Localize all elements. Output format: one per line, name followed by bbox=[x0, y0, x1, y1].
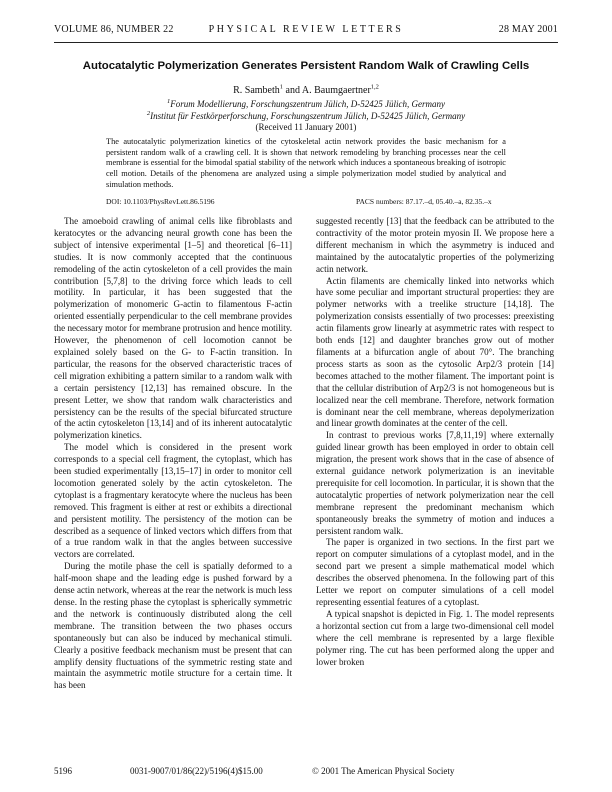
paragraph: The amoeboid crawling of animal cells like fibroblasts and keratocytes or the advancing neural growth cone has been the subject of intensive experimental [1–5] and theoretical [6–11] studies. It is now commonly accepted that the continuous remodeling of the actin cytoskeleton of a cell provides the main contribution [5,7,8] to the driving force which leads to cell motility. In particular, it has been suggested that the polymerization of monomeric G-actin to filamentous F-actin oriented essentially perpendicular to the cell membrane provides the necessary motor for membrane protrusion and hence motility. However, the phenomenon of cell locomotion cannot be explained solely based on the G- to F-actin transition. In particular, the reasons for the observed characteristic traces of cell migration exhibiting a pattern similar to a random walk with a certain persistency [12,13] has remained obscure. In the present Letter, we show that random walk characteristics and persistency can be the results of the special bifurcated structure of the actin cytoskeleton [13,14] and of its inherent autocatalytic polymerization kinetics. bbox=[54, 216, 292, 441]
paragraph: The model which is considered in the present work corresponds to a special cell fragment, the cytoplast, which has been studied experimentally [13,15–17] in order to monitor cell locomotion generated solely by the actin cytoskeleton. The cytoplast is a fragmentary keratocyte where the nucleus has been removed. This fragment is either at rest or exhibits a directional and persistent motility. The persistency of the motion can be described as a sequence of linked vectors which differs from that of a true random walk in that the angles between successive vectors are correlated. bbox=[54, 442, 292, 560]
right-column bbox=[316, 216, 554, 668]
author-2: A. Baumgaertner bbox=[301, 85, 371, 96]
paragraph: Actin filaments are chemically linked into networks which have some peculiar and important structural properties: they are polymer networks with a treelike structure [14,18]. The polymerization consists essentially of two processes: preexisting actin filaments grow linearly at asymmetric rates with respect to both ends [12] and daughter branches grow out of mother filaments at a bifurcation angle of about 70°. The branching process starts as soon as the cytosolic Arp2/3 protein [14] becomes attached to the mother filament. The important point is that the cellular distribution of Arp2/3 is not homogeneous but is localized near the cell membrane. Therefore, network formation is dominant near the cell membrane, whereas depolymerization and linear growth dominates at the center of the cell. bbox=[316, 275, 554, 429]
paragraph: In contrast to previous works [7,8,11,19] where externally guided linear growth has been employed in order to obtain cell migration, the present work shows that in the case of absence of external guidance network polymerization is an inevitable prerequisite for cell locomotion. In particular, it is shown that the autocatalytic properties of network polymerization near the cell membrane represent the predominant mechanism which spontaneously breaks the symmetry of motion and induces a persistent random walk. bbox=[316, 430, 554, 536]
left-column bbox=[54, 216, 292, 692]
running-header bbox=[54, 24, 558, 38]
received-date: (Received 11 January 2001) bbox=[255, 122, 357, 132]
affiliation-2-text: Institut für Festkörperforschung, Forschungszentrum Jülich, D-52425 Jülich, Germany bbox=[150, 111, 466, 121]
issue-date: 28 MAY 2001 bbox=[498, 24, 558, 35]
paragraph: During the motile phase the cell is spatially deformed to a half-moon shape and the leading edge is pushed forward by a dense actin network, whereas at the rear the network is much less dense. In the resting phase the cytoplast is spherically symmetric and the network is continuously distributed along the cell membrane. The transition between the two phases occurs spontaneously but can also be induced by mechanical stimuli. Clearly a positive feedback mechanism must be present that can amplify density fluctuations of the symmetric resting state and maintain the asymmetric motile structure for a certain time. It has been bbox=[54, 561, 292, 691]
doi: DOI: 10.1103/PhysRevLett.86.5196 bbox=[106, 197, 215, 206]
journal-name: PHYSICAL REVIEW LETTERS bbox=[208, 24, 404, 35]
page-footer bbox=[54, 766, 558, 778]
paragraph: A typical snapshot is depicted in Fig. 1. The model represents a horizontal section cut from a large two-dimensional cell model where the cell membrane is represented by a large flexible polymer ring. The cut has been performed along the upper and lower broken bbox=[316, 608, 554, 667]
author-conjunction: and bbox=[283, 85, 302, 96]
author-line bbox=[54, 85, 558, 96]
author-2-affil-mark: 1,2 bbox=[370, 83, 379, 91]
paragraph: The paper is organized in two sections. In the first part we report on computer simulations of a cytoplast model, and in the second part we present a simple mathematical model which describes the observed phenomena. In the following part of this Letter we report on computer simulations of a cell model representing essential features of a cytoplast. bbox=[316, 537, 554, 607]
affiliation-1 bbox=[54, 99, 558, 109]
header-rule bbox=[54, 42, 558, 43]
article-code: 0031-9007/01/86(22)/5196(4)$15.00 bbox=[130, 766, 263, 776]
page-number: 5196 bbox=[54, 766, 72, 776]
paper-title: Autocatalytic Polymerization Generates Persistent Random Walk of Crawling Cells bbox=[82, 60, 530, 72]
copyright: © 2001 The American Physical Society bbox=[312, 766, 455, 776]
abstract: The autocatalytic polymerization kinetics of the cytoskeletal actin network provides the basic mechanism for a persistent random walk of a crawling cell. It is shown that network remodeling by branching processes near the cell membrane is essential for the bimodal spatial stability of the network which induces a spontaneous breaking of isotropic cell motion. Details of the phenomena are analyzed using a simple polymerization model studied by analytical and simulation methods. bbox=[106, 137, 506, 189]
paragraph: suggested recently [13] that the feedback can be attributed to the contractivity of the motor protein myosin II. We propose here a different mechanism in which the asymmetry is induced and maintained by the autocatalytic properties of the polymerizing actin network. bbox=[316, 216, 554, 274]
affiliation-2 bbox=[54, 111, 558, 121]
volume-number: VOLUME 86, NUMBER 22 bbox=[54, 24, 174, 35]
pacs-numbers: PACS numbers: 87.17.–d, 05.40.–a, 82.35.–x bbox=[356, 197, 492, 206]
author-1-affil-mark: 1 bbox=[279, 83, 284, 91]
author-1: R. Sambeth bbox=[233, 85, 280, 96]
affiliation-1-text: Forum Modellierung, Forschungszentrum Jülich, D-52425 Jülich, Germany bbox=[170, 99, 445, 109]
affiliation-1-mark: 1 bbox=[167, 98, 171, 105]
affiliation-2-mark: 2 bbox=[146, 110, 151, 117]
